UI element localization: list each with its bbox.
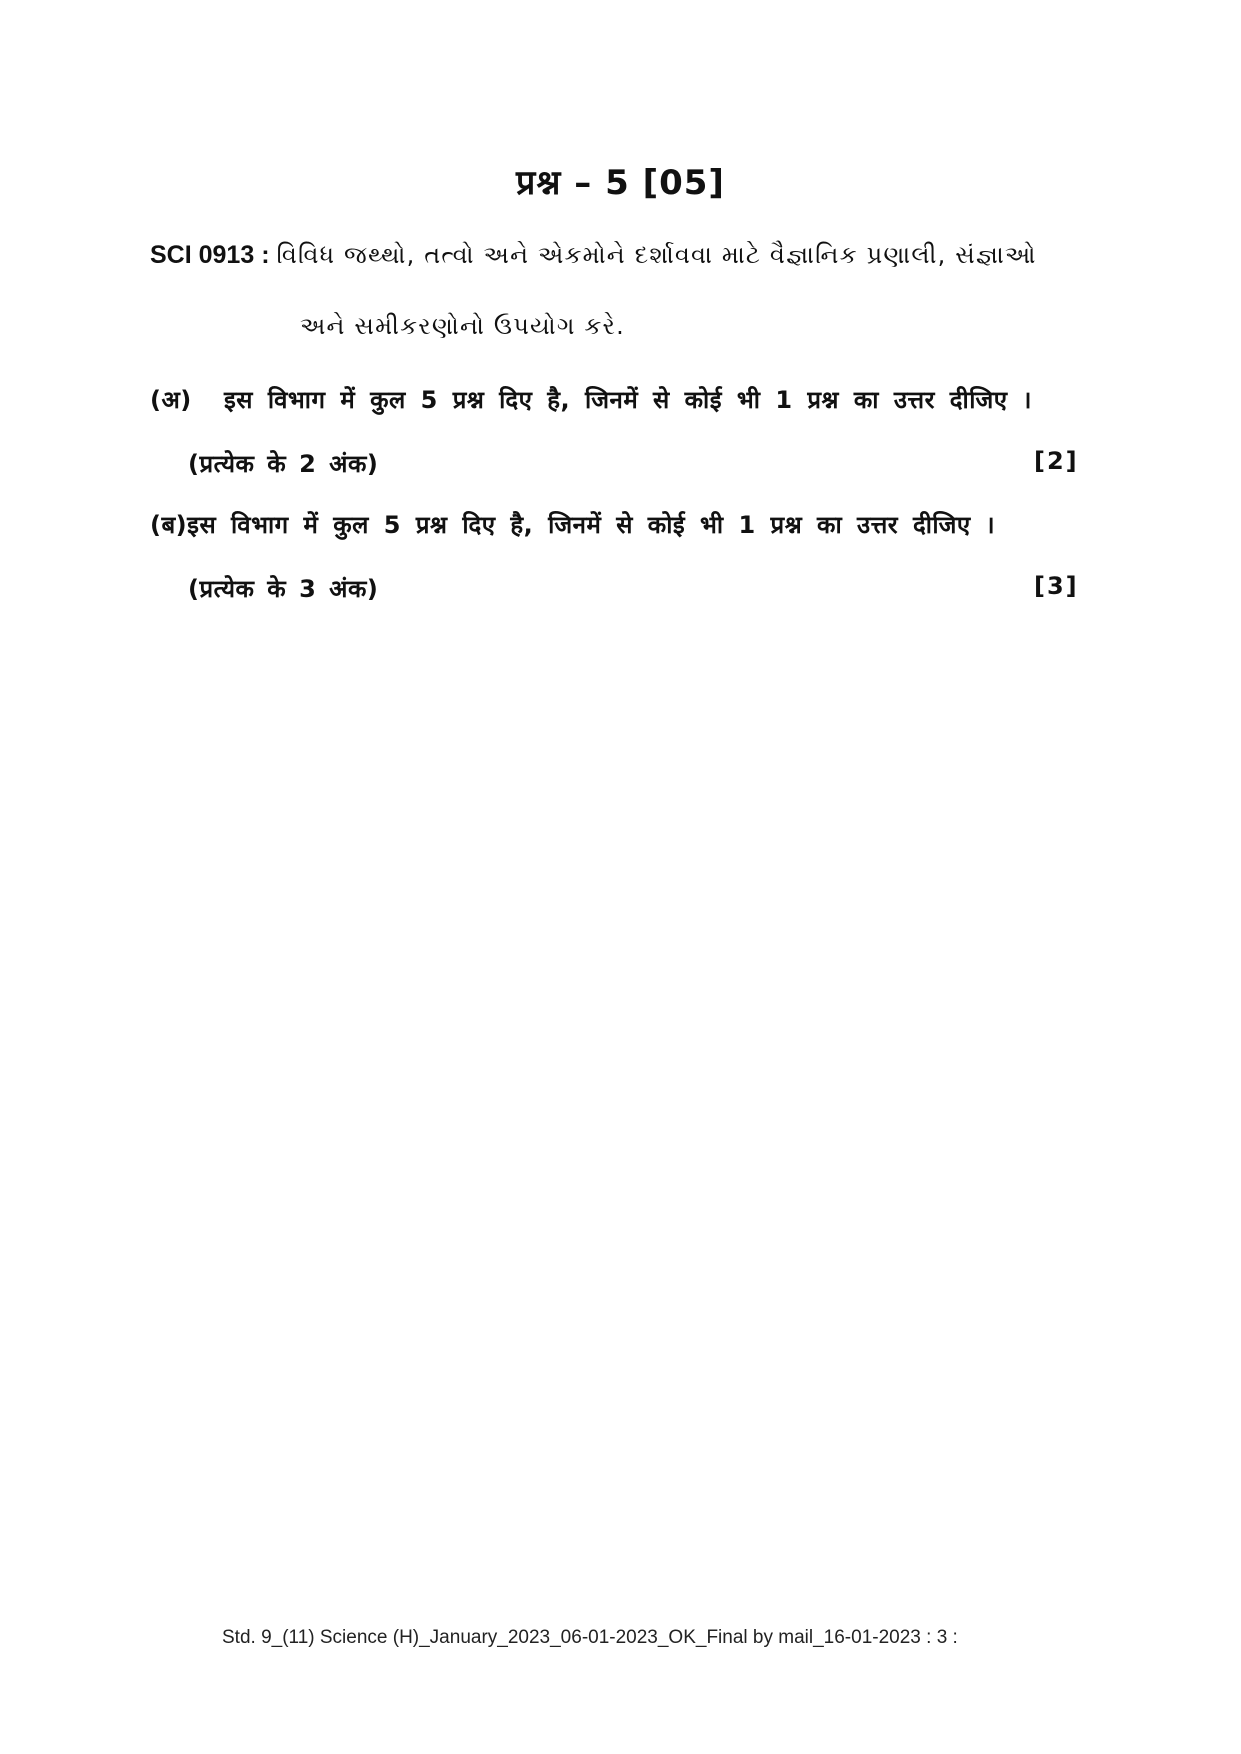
section-b-marks: [3] (1034, 572, 1079, 600)
page-footer: Std. 9_(11) Science (H)_January_2023_06-01-2023_OK_Final by mail_16-01-2023 : 3 : (222, 1627, 958, 1648)
page-title: प्रश्न – 5 [05] (516, 163, 725, 203)
objective-text-line1: વિવિધ જથ્થો, તત્વો અને એકમોને દર્શાવવા માટે વૈજ્ઞાનિક પ્રણાલી, સંજ્ઞાઓ (276, 241, 1037, 269)
section-a-marks: [2] (1034, 447, 1079, 475)
objective-code: SCI 0913 (150, 241, 255, 269)
section-a-label: (अ) (150, 386, 192, 414)
section-b-marks-note: (प्रत्येक के 3 अंक) (188, 575, 379, 603)
section-a-instruction: इस विभाग में कुल 5 प्रश्न दिए है, जिनमें से कोई भी 1 प्रश्न का उत्तर दीजिए । (224, 386, 1032, 414)
section-b-line (150, 508, 995, 541)
section-b-label: (ब) (150, 511, 188, 539)
section-a-marks-note: (प्रत्येक के 2 अंक) (188, 450, 379, 478)
section-b-instruction: इस विभाग में कुल 5 प्रश्न दिए है, जिनमें से कोई भी 1 प्रश्न का उत्तर दीजिए । (187, 511, 996, 539)
objective-text-line2: અને સમીકરણોનો ઉપયોગ કરે. (300, 312, 625, 340)
objective-separator: : (254, 241, 277, 269)
objective-line-1 (150, 240, 1037, 270)
